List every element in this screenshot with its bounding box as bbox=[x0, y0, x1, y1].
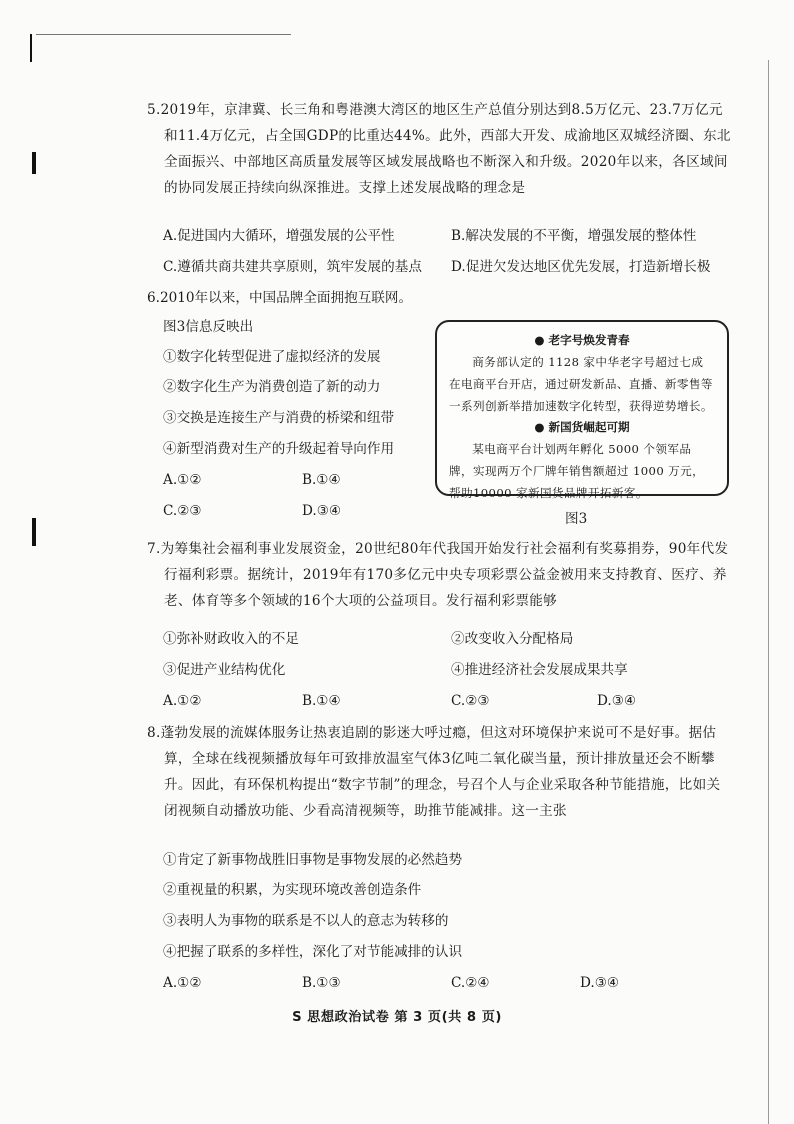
scan-margin-line bbox=[32, 518, 36, 546]
q5-option-a: A.促进国内大循环，增强发展的公平性 bbox=[163, 228, 395, 244]
q8-option-c: C.②④ bbox=[451, 975, 490, 991]
q6-option-d: D.③④ bbox=[302, 503, 342, 519]
page-footer: S 思想政治试卷 第 3 页(共 8 页) bbox=[292, 1010, 502, 1025]
q5-option-c: C.遵循共商共建共享原则，筑牢发展的基点 bbox=[163, 259, 422, 275]
q6-item-3: ③交换是连接生产与消费的桥梁和纽带 bbox=[163, 410, 395, 426]
figure-3-box bbox=[435, 320, 729, 500]
q7-item-2: ②改变收入分配格局 bbox=[451, 631, 574, 647]
q7-option-c: C.②③ bbox=[451, 693, 490, 709]
q7-item-4: ④推进经济社会发展成果共享 bbox=[451, 662, 628, 678]
question-7-text: 7.为筹集社会福利事业发展资金，20世纪80年代我国开始发行社会福利有奖募捐券，90年代发行福利彩票。据统计，2019年有170多亿元中央专项彩票公益金被用来支持教育、医疗、养老、体育等多个领域的16个大项的公益项目。发行福利彩票能够 bbox=[147, 541, 729, 609]
question-8 bbox=[147, 720, 734, 824]
q5-option-d: D.促进欠发达地区优先发展，打造新增长极 bbox=[451, 259, 711, 275]
q6-item-1: ①数字化转型促进了虚拟经济的发展 bbox=[163, 349, 381, 365]
q6-option-b: B.①④ bbox=[302, 472, 341, 488]
q6-item-2: ②数字化生产为消费创造了新的动力 bbox=[163, 379, 381, 395]
scan-margin-line bbox=[30, 34, 32, 62]
question-7 bbox=[147, 536, 734, 614]
question-5-text: 5.2019年，京津冀、长三角和粤港澳大湾区的地区生产总值分别达到8.5万亿元、23.7万亿元和11.4万亿元，占全国GDP的比重达44%。此外，西部大开发、成渝地区双城经济圈、东北全面振兴、中部地区高质量发展等区域发展战略也不断深入和升级。2020年以来，各区域间的协同发展正持续向纵深推进。支撑上述发展战略的理念是 bbox=[147, 102, 731, 196]
q7-option-d: D.③④ bbox=[597, 693, 637, 709]
question-5 bbox=[147, 97, 734, 201]
q8-item-1: ①肯定了新事物战胜旧事物是事物发展的必然趋势 bbox=[163, 852, 463, 868]
q7-item-1: ①弥补财政收入的不足 bbox=[163, 631, 299, 647]
q5-option-b: B.解决发展的不平衡，增强发展的整体性 bbox=[451, 228, 697, 244]
scan-margin-line bbox=[768, 60, 769, 1124]
q8-item-2: ②重视量的积累，为实现环境改善创造条件 bbox=[163, 882, 422, 898]
q6-option-c: C.②③ bbox=[163, 503, 202, 519]
q8-item-4: ④把握了联系的多样性，深化了对节能减排的认识 bbox=[163, 944, 463, 960]
q8-option-a: A.①② bbox=[163, 975, 202, 991]
q6-item-4: ④新型消费对生产的升级起着导向作用 bbox=[163, 441, 395, 457]
q6-option-a: A.①② bbox=[163, 472, 202, 488]
scan-margin-line bbox=[36, 34, 291, 35]
figure-paragraph-2: 某电商平台计划两年孵化 5000 个领军品牌，实现两万个厂牌年销售额超过 1000 万元，帮助10000 家新国货品牌开拓新客。 bbox=[449, 442, 705, 500]
q8-option-b: B.①③ bbox=[302, 975, 341, 991]
q8-option-d: D.③④ bbox=[580, 975, 620, 991]
q7-option-a: A.①② bbox=[163, 693, 202, 709]
scan-margin-line bbox=[32, 152, 36, 174]
figure-heading-2: ● 新国货崛起可期 bbox=[534, 420, 630, 434]
question-8-text: 8.蓬勃发展的流媒体服务让热衷追剧的影迷大呼过瘾，但这对环境保护来说可不是好事。据估算，全球在线视频播放每年可致排放温室气体3亿吨二氧化碳当量，预计排放量还会不断攀升。因此，有环保机构提出“数字节制”的理念，号召个人与企业采取各种节能措施，比如关闭视频自动播放功能、少看高清视频等，助推节能减排。这一主张 bbox=[147, 725, 721, 819]
question-6-stem: 6.2010年以来，中国品牌全面拥抱互联网。 bbox=[147, 290, 413, 306]
figure-paragraph-1: 商务部认定的 1128 家中华老字号超过七成在电商平台开店，通过研发新品、直播、新零售等一系列创新举措加速数字化转型，获得逆势增长。 bbox=[449, 355, 713, 413]
question-6-lead: 图3信息反映出 bbox=[163, 319, 254, 335]
figure-label: 图3 bbox=[565, 511, 588, 527]
q7-option-b: B.①④ bbox=[302, 693, 341, 709]
figure-heading-1: ● 老字号焕发青春 bbox=[534, 333, 630, 347]
q7-item-3: ③促进产业结构优化 bbox=[163, 662, 286, 678]
q8-item-3: ③表明人为事物的联系是不以人的意志为转移的 bbox=[163, 913, 449, 929]
